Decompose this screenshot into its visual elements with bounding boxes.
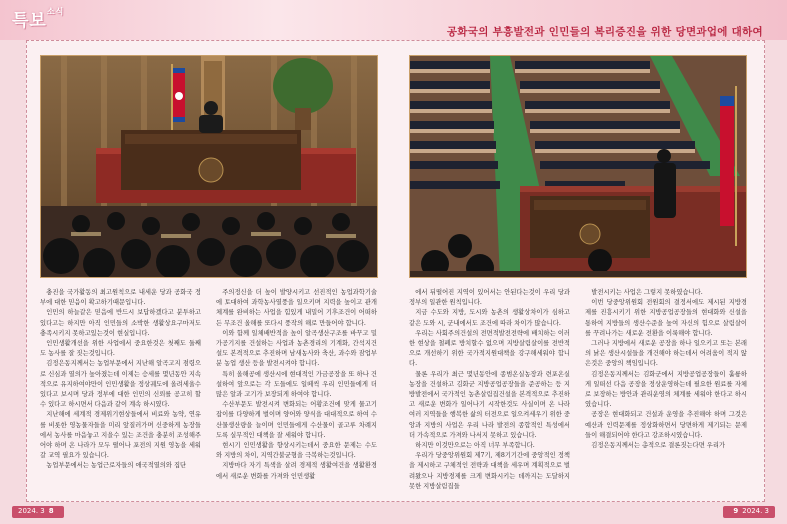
paragraph: 주의정신을 더 높이 발양시키고 선진적인 농업과학기술에 토대하여 과학농사열풍을 일으키며 지력을 높이고 관개체계를 완비하는 사업을 힘있게 내밀어 기후조건이 어떠하든 무조건 올해를 또다시 풍작의 해로 만들어야 합니다. xyxy=(216,289,377,327)
paragraph: 김정은동지께서는 농업부문에서 지난해 알곡고지 점령으로 신심과 열의가 높아졌는데 이제는 승세를 몇년동안 지속적으로 유지하여야만이 인민생활을 정상궤도에 올려세울수 있다고 보시며 당과 정부에 대한 인민의 신뢰를 공고히 할수 있다고 하시면서 다음과 같이 계속 하시였다. xyxy=(40,360,201,409)
paragraph: 김정은동지께서는 총적으로 결론짓는다면 우리가 xyxy=(591,442,726,450)
page-number-left: 8 xyxy=(48,507,54,515)
paragraph: 농업부문에서는 농업근로자들의 애국적열의와 집단 xyxy=(46,462,187,470)
section-badge-sub: 소식 xyxy=(46,7,65,16)
paragraph: 인민생활개선을 위한 사업에서 중요한것은 첫째도 둘째도 농사를 잘 짓는것입니다. xyxy=(40,340,201,358)
paragraph: 공장은 현대화되고 건설과 운영을 추진해야 하며 그것은 예산과 인력문제를 정상화하면서 당면하게 제기되는 문제들이 해결되어야 한다고 강조하시였습니다. xyxy=(585,411,747,439)
photo-speaker-podium-illustration xyxy=(41,56,378,278)
paragraph: 지금 수도와 지방, 도시와 농촌의 생활상차이가 심하고 같은 도와 시, 군내에서도 조건에 따라 차이가 많습니다. xyxy=(409,309,570,327)
text-column-4 xyxy=(585,288,747,493)
footer-right xyxy=(723,506,775,518)
paragraph: 그러나 지방에서 새로운 공장을 하나 일으키고 또는 본래의 낡은 생산시설들을 개건해야 하는데서 어려움이 적지 않은것은 중앙의 책임입니다. xyxy=(585,340,747,368)
article-title: 공화국의 부흥발전과 인민들의 복리증진을 위한 당면과업에 대하여 xyxy=(446,26,763,38)
paragraph: 에서 뒤떨어진 지역이 있어서는 안된다는것이 우리 당과 정부의 일관한 원칙입니다. xyxy=(409,289,570,307)
paragraph: 발전시키는 사업은 그렇지 못하였습니다. xyxy=(591,289,703,296)
footer-date-right: 2024. 3 xyxy=(742,507,769,515)
paragraph: 특히 올해공에 생산시에 현대적인 가금공장을 또 하나 건설하여 앞으로는 각 도들에도 일떼씩 우리 인민들에게 더 많은 알과 고기가 보장되게 하여야 합니다. xyxy=(216,370,377,399)
paragraph: 지방마다 자기 특색을 살려 경제적 생활여건을 생활환경에서 새로운 변화를 가져와 인민생활 xyxy=(216,462,377,480)
paragraph: 우리는 사회주의건설의 전면적발전전략에 배치하는 이러한 현상을 철폐로 방치할수 없으며 지방살림살이를 전반적으로 개선하기 위한 국가적지원대책을 강구해세워야 합니다. xyxy=(409,329,570,368)
paragraph: 우리가 당중앙위원회 제7기, 제8기기간에 중앙적인 정책을 제시하고 구체적인 전략과 대책을 세우며 계획적으로 벌려왔으나 지방경제를 크게 변화시키는 데까지는 도달하지 못한 지방살림집들 xyxy=(409,452,570,490)
paragraph: 충진을 국가활동의 최고원칙으로 내세운 당과 공화국 정부에 대한 믿음이 확고하기때문입니다. xyxy=(40,289,201,307)
paragraph: 인민의 하늘같은 믿음에 반드시 보답하겠다고 분투하고있다고는 하지만 아직 인민들의 소박한 생활상요구마저도 충족시키지 못하고있는것이 현실입니다. xyxy=(40,309,201,337)
paragraph: 하지만 이것만으로는 아직 너무 부족합니다. xyxy=(415,442,535,450)
footer-left xyxy=(12,506,64,518)
page-number-right: 9 xyxy=(733,507,739,515)
paragraph: 이번 당중앙위원회 전원회의 결정서에도 제시된 지방경제를 진흥시키기 위한 지방공업공장들의 현대화와 신설을 통하여 지방들의 생산수준을 높여 자신의 힘으로 살림살이를 꾸려나가는 새로운 전환을 이룩해야 합니다. xyxy=(585,299,747,337)
section-badge xyxy=(12,6,64,31)
paragraph: 김정은동지께서는 김화군에서 지방공업공장들이 훌륭하게 일떠선 다음 공장을 정상운영하는데 필요한 원료를 자체로 보장하는 방안과 관리운영의 체계를 세워야 한다고 하시였습니다. xyxy=(585,370,747,409)
text-column-3 xyxy=(409,288,570,493)
text-column-2 xyxy=(216,288,377,493)
photo-assembly-hall xyxy=(409,55,747,278)
paragraph: 지난해에 세계적 경제위기현상들에서 비료와 농약, 연유를 비롯한 영농물자들을 미리 앞질러가며 신중하게 농장들에서 농사를 마음놓고 지을수 있는 조건을 충분히 조성해주어야 하며 온 나라가 모두 떨어나 포전의 지원 영농을 세워 갈 교역 필요가 있습니다. xyxy=(40,411,201,460)
photo-assembly-hall-illustration xyxy=(410,56,747,278)
section-badge-main: 특보 xyxy=(12,11,47,31)
paragraph: 이와 함께 일체배반적을 높이 알곡생산구조를 바꾸고 밀가공기지를 건설하는 사업과 농촌경리의 기계화, 간석지건설도 본격적으로 추진하며 남새농사와 축산, 과수와 잠업부분 농업 생산 등을 발전시켜야 합니다. xyxy=(216,329,377,368)
footer-date-left: 2024. 3 xyxy=(18,507,45,515)
paragraph: 수산부문도 발전시켜 변화되는 어황조건에 맞게 물고기잡이를 다양하게 벌이며 양어와 양식을 대대적으로 하여 수산물생산량을 늘이며 인민들에게 수산물이 골고루 차례지도록 실무적인 대책을 잘 세워야 합니다. xyxy=(216,401,377,439)
photo-speaker-podium xyxy=(40,55,378,278)
paragraph: 물론 우리가 최근 몇년동안에 종범온실농장과 련포온실농장을 건설하고 김화군 지방공업공장들을 준공하는 등 지방발전에서 국가적인 농촌살림집건설을 본격적으로 추진하고 새로운 변화가 일어나기 시작한것도 사실이며 온 나라 여러 지역들을 행복한 삶의 터전으로 일으켜세우기 위한 중앙과 지방의 사업은 우리 나라 발전의 종합적인 특성에서 더 가속적으로 가져와 나서지 못하고 있습니다. xyxy=(409,370,570,439)
text-column-1 xyxy=(40,288,201,493)
paragraph: 현시기 인민생활을 향상시키는데서 중요한 문제는 수도와 지방의 차이, 지역간불균형을 극복하는것입니다. xyxy=(216,442,377,460)
